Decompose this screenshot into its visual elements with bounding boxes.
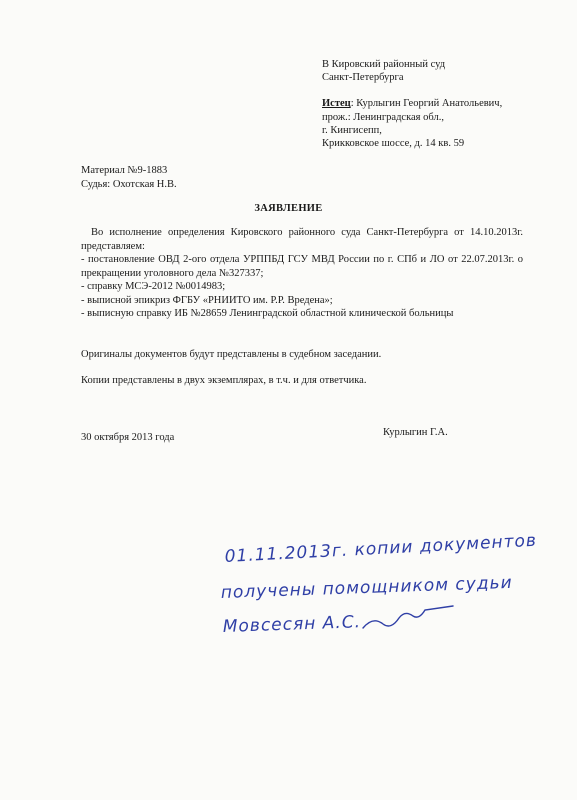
plaintiff-label: Истец bbox=[322, 98, 351, 110]
handwritten-line-2: получены помощником судьи bbox=[220, 572, 513, 603]
court-name: В Кировский районный суд bbox=[322, 59, 446, 70]
address-region: прож.: Ленинградская обл., bbox=[322, 111, 444, 123]
address-city: г. Кингисепп, bbox=[322, 124, 382, 136]
material-number: Материал №9-1883 bbox=[81, 165, 168, 176]
originals-note: Оригиналы документов будут представлены в судебном заседании. bbox=[81, 349, 382, 360]
document-title: ЗАЯВЛЕНИЕ bbox=[254, 203, 323, 214]
plaintiff-line bbox=[322, 97, 502, 110]
copies-note: Копии представлены в двух экземплярах, в т.ч. и для ответчика. bbox=[81, 375, 367, 386]
address-street: Крикковское шоссе, д. 14 кв. 59 bbox=[322, 138, 465, 150]
signer-name: Курлыгин Г.А. bbox=[383, 427, 448, 438]
document-body bbox=[81, 226, 523, 321]
court-city: Санкт-Петербурга bbox=[322, 72, 404, 84]
handwritten-line-1: 01.11.2013г. копии документов bbox=[224, 530, 538, 567]
intro-paragraph: Во исполнение определения Кировского районного суда Санкт-Петербурга от 14.10.2013г. представляем: bbox=[81, 227, 523, 252]
list-item: - справку МСЭ-2012 №0014983; bbox=[81, 281, 226, 292]
handwritten-line-3: Мовсесян А.С. bbox=[222, 612, 362, 637]
list-item: - выписную справку ИБ №28659 Ленинградской областной клинической больницы bbox=[81, 308, 454, 319]
signature-scribble bbox=[363, 606, 453, 628]
judge-name: Судья: Охотская Н.В. bbox=[81, 179, 177, 190]
handwritten-receipt-note bbox=[215, 530, 545, 640]
list-item: - постановление ОВД 2-ого отдела УРППБД ГСУ МВД России по г. СПб и ЛО от 22.07.2013г. о прекращении уголовного дела №327337; bbox=[81, 254, 523, 279]
plaintiff-name: : Курлыгин Георгий Анатольевич, bbox=[350, 98, 503, 110]
list-item: - выписной эпикриз ФГБУ «РНИИТО им. Р.Р. Вредена»; bbox=[81, 294, 333, 306]
document-date: 30 октября 2013 года bbox=[81, 432, 175, 443]
addressee-block bbox=[322, 58, 502, 150]
case-info bbox=[81, 164, 177, 192]
handwriting-svg bbox=[215, 530, 545, 640]
